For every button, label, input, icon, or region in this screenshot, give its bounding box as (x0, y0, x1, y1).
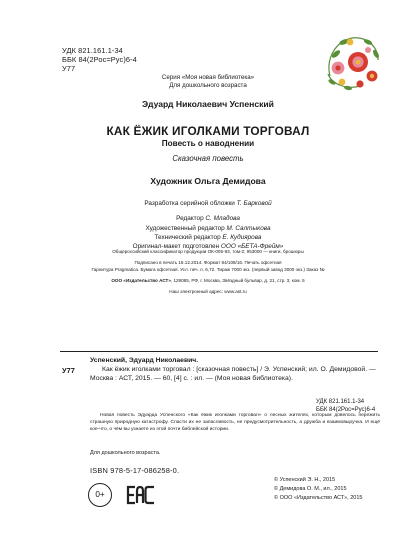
art-editor-name: М. Салтыкова (226, 224, 271, 232)
copyright-author: © Успенский Э. Н., 2015 (274, 477, 336, 483)
book-subtitle: Повесть о наводнении (161, 139, 255, 148)
series-name: Серия «Моя новая библиотека» (161, 74, 255, 81)
illustrator: Художник Ольга Демидова (150, 176, 266, 186)
publisher-line: ООО «Издательство АСТ», 129085, РФ, г. Москва, Звёздный бульвар, д. 21, стр. 3, ком. 5 (111, 277, 305, 283)
publisher-name: ООО «Издательство АСТ» (111, 277, 171, 283)
udk-line: УДК 821.161.1-34 (62, 46, 123, 55)
editor-credit: Редактор С. Младова (176, 215, 240, 223)
cover-designer: Т. Барковой (236, 200, 272, 207)
catalog-entry: Как ёжик иголками торговал : [сказочная повесть] / Э. Успенский; ил. О. Демидовой. — Москва : АСТ, 2015. — 60, [4] с. : ил. — (Моя новая библиотека). (90, 366, 376, 382)
annotation-text: Новая повесть Эдуарда Успенского «Как ёжик иголками торговал» о лесных жителях, которым довелось пережить страшную природную катастрофу. Спасти их не запасливость, не предусмотрительность, а дружба и взаимовыручка. И ещё кое-что, о чём вы узнаете из этой почти библейской истории. (90, 413, 380, 433)
author-name: Эдуард Николаевич Успенский (142, 99, 274, 109)
catalog-record (90, 356, 380, 383)
product-classifier: Общероссийский классификатор продукции ОК-005-93, том-2; 953000 — книги, брошюры (112, 249, 304, 254)
art-editor-credit: Художественный редактор М. Салтыкова (145, 224, 271, 232)
series-block (0, 74, 416, 90)
tech-editor-name: Е. Кудиярова (222, 233, 262, 241)
imprint-block (0, 249, 416, 296)
bbk-right: ББК 84(2Рос=Рус)6-4 (316, 407, 376, 414)
udk-right: УДК 821.161.1-34 (316, 399, 365, 405)
series-age: Для дошкольного возраста (169, 82, 247, 90)
copyright-block (274, 476, 362, 503)
copyright-publisher: © ООО «Издательство АСТ», 2015 (274, 494, 363, 501)
editor-name: С. Младова (205, 215, 240, 223)
age-rating-badge: 0+ (88, 483, 112, 507)
tech-editor-credit: Технический редактор Е. Кудиярова (154, 233, 262, 241)
catalog-code: У77 (62, 366, 75, 375)
bbk-line: ББК 84(2Рос=Рус)6-4 (62, 55, 137, 65)
book-genre: Сказочная повесть (172, 154, 244, 163)
print-details: Подписано в печать 18.12.2014. Формат 84/108/16. Печать офсетная (134, 259, 282, 265)
copyright-illustrator: © Демидова О. М., ил., 2015 (274, 485, 347, 492)
catalog-heading: Успенский, Эдуард Николаевич. (90, 357, 199, 364)
age-note: Для дошкольного возраста. (90, 450, 161, 456)
udk-block (62, 46, 137, 74)
layout-credit: Оригинал-макет подготовлен ООО «БЕТА-Фрейм» (132, 243, 284, 251)
isbn: ISBN 978-5-17-086258-0. (90, 466, 180, 475)
credits-block (0, 199, 416, 251)
publisher-email: Наш электронный адрес: www.ast.ru (169, 288, 247, 294)
book-title: КАК ЁЖИК ИГОЛКАМИ ТОРГОВАЛ (106, 124, 310, 138)
cover-credit: Разработка серийной обложки Т. Барковой (144, 200, 272, 207)
layout-studio: ООО «БЕТА-Фрейм» (220, 243, 284, 251)
print-run: Гарнитура Pragmatica. Бумага офсетная. Усл. печ. л. 6,72. Тираж 7000 экз. (первый завод 3000 экз.) Заказ № (91, 266, 325, 272)
divider (60, 351, 378, 352)
author-mark: У77 (62, 64, 76, 74)
eac-mark-icon (126, 484, 156, 506)
